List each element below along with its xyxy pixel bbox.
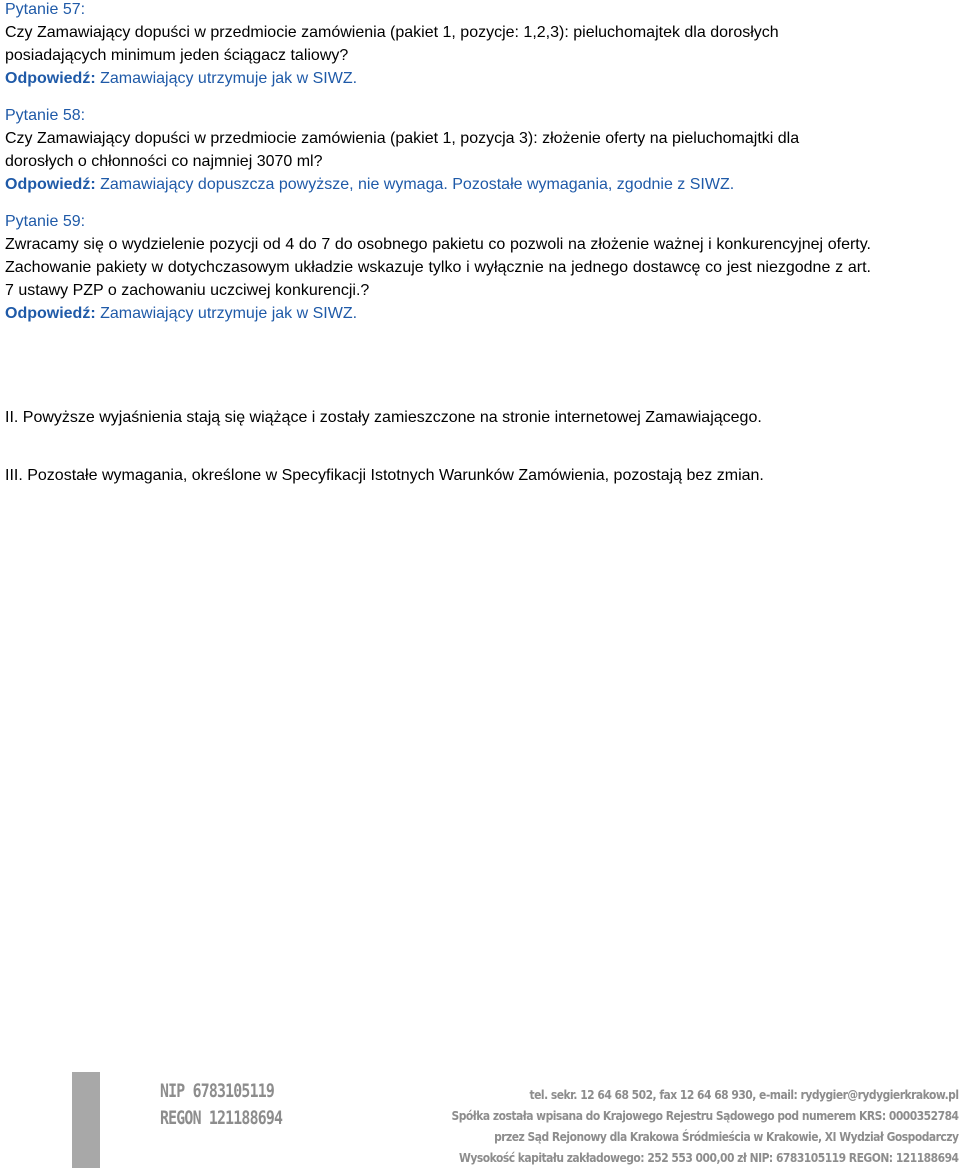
page-footer [0,1070,960,1169]
question-label: Pytanie 57: [5,1,86,18]
answer [5,173,871,196]
answer-text: Zamawiający utrzymuje jak w SIWZ. [100,305,358,322]
question-text: Czy Zamawiający dopuści w przedmiocie zamówienia (pakiet 1, pozycja 3): złożenie oferty na pieluchomajtki dla dorosłych o chłonności co najmniej 3070 ml? [5,130,800,170]
answer-text: Zamawiający dopuszcza powyższe, nie wymaga. Pozostałe wymagania, zgodnie z SIWZ. [100,176,735,193]
question-label: Pytanie 59: [5,213,86,230]
question-text: Czy Zamawiający dopuści w przedmiocie zamówienia (pakiet 1, pozycje: 1,2,3): pieluchomajtek dla dorosłych posiadających minimum jeden ściągacz taliowy? [5,24,779,64]
answer [5,302,871,325]
answer-text: Zamawiający utrzymuje jak w SIWZ. [100,70,358,87]
question-label: Pytanie 58: [5,107,86,124]
section-ii: II. Powyższe wyjaśnienia stają się wiążące i zostały zamieszczone na stronie internetowej Zamawiającego. [5,409,762,426]
footer-capital: Wysokość kapitału zakładowego: 252 553 000,00 zł NIP: 6783105119 REGON: 121188694 [458,1150,958,1165]
question-59 [5,210,871,325]
footer-krs: Spółka została wpisana do Krajowego Rejestru Sądowego pod numerem KRS: 0000352784 [451,1108,958,1123]
footer-regon: REGON 121188694 [160,1107,283,1129]
footer-contact-block [451,1084,958,1168]
footer-nip: NIP 6783105119 [160,1080,275,1102]
question-57 [5,0,871,90]
footer-court: przez Sąd Rejonowy dla Krakowa Śródmieścia w Krakowie, XI Wydział Gospodarczy [493,1129,958,1144]
question-text: Zwracamy się o wydzielenie pozycji od 4 do 7 do osobnego pakietu co pozwoli na złożenie ważnej i konkurencyjnej oferty. Zachowanie pakiety w dotychczasowym układzie wskazuje tylko i wyłącznie na jednego dostawcę co jest niezgodne z art. 7 ustawy PZP o zachowaniu uczciwej konkurencji.? [5,236,871,299]
answer-label: Odpowiedź: [5,176,96,193]
footer-ids [160,1078,282,1132]
footer-logo-bar [72,1072,100,1168]
section-iii: III. Pozostałe wymagania, określone w Specyfikacji Istotnych Warunków Zamówienia, pozostają bez zmian. [5,467,764,484]
document-body [5,0,871,337]
answer-label: Odpowiedź: [5,305,96,322]
question-58 [5,104,871,196]
answer-label: Odpowiedź: [5,70,96,87]
footer-contact: tel. sekr. 12 64 68 502, fax 12 64 68 930, e-mail: rydygier@rydygierkrakow.pl [529,1087,958,1102]
answer [5,67,871,90]
